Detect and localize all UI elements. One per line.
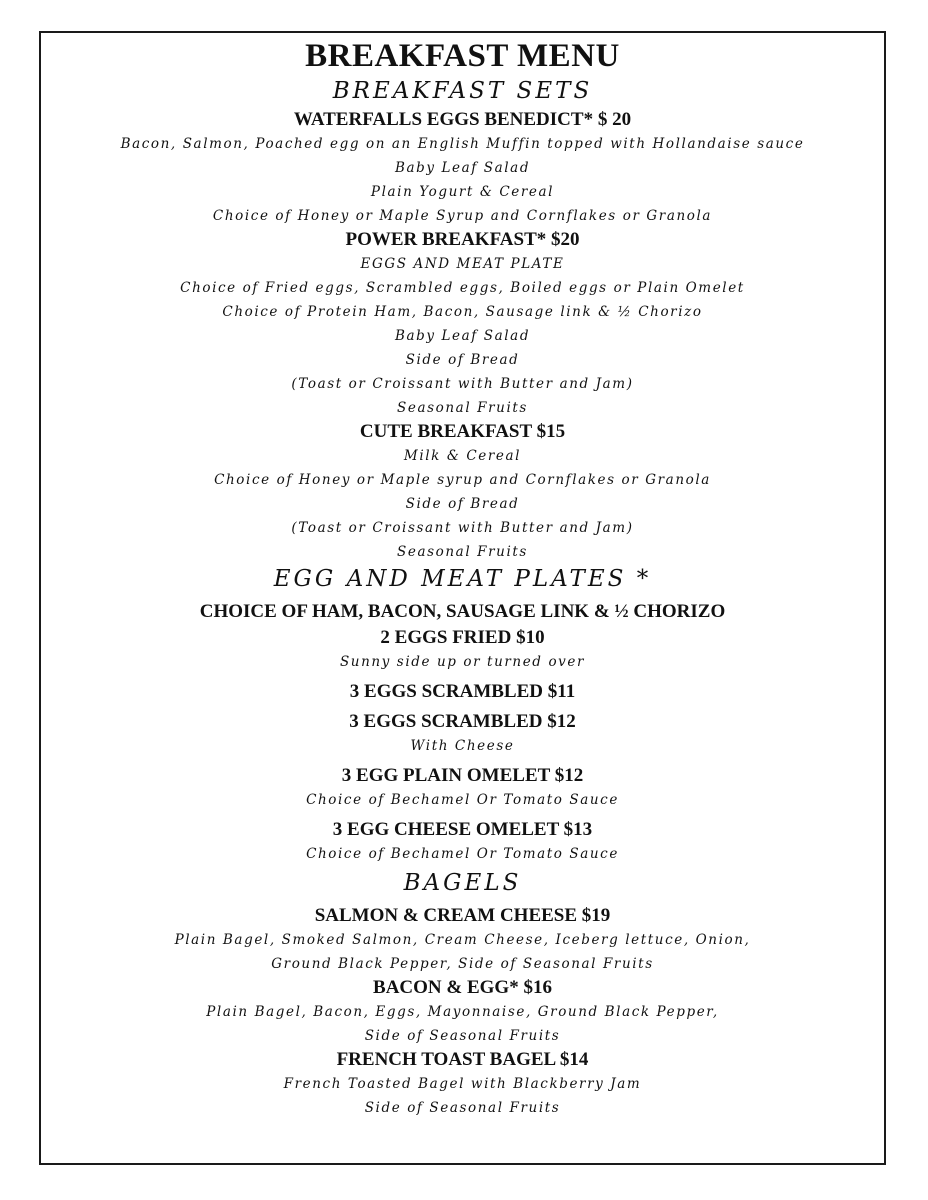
item-description: French Toasted Bagel with Blackberry Jam	[283, 1076, 642, 1092]
item-description: Plain Bagel, Bacon, Eggs, Mayonnaise, Ground Black Pepper,	[206, 1004, 719, 1020]
menu-item-waterfalls-eggs-benedict: WATERFALLS EGGS BENEDICT* $ 20	[293, 109, 632, 130]
menu-item-bacon-egg: BACON & EGG* $16	[373, 977, 552, 998]
item-description: Baby Leaf Salad	[394, 160, 531, 176]
menu-item-power-breakfast: POWER BREAKFAST* $20	[345, 229, 580, 250]
menu-content	[41, 33, 884, 1120]
item-description: Seasonal Fruits	[397, 400, 528, 416]
item-description: Side of Seasonal Fruits	[364, 1028, 561, 1044]
menu-item-salmon-cream-cheese: SALMON & CREAM CHEESE $19	[314, 905, 611, 926]
item-description: Milk & Cereal	[403, 448, 522, 464]
section-subheading-protein-choice: CHOICE OF HAM, BACON, SAUSAGE LINK & ½ CHORIZO	[199, 601, 726, 622]
item-description: Plain Yogurt & Cereal	[370, 184, 555, 200]
menu-item-french-toast-bagel: FRENCH TOAST BAGEL $14	[336, 1049, 589, 1070]
item-description: Choice of Fried eggs, Scrambled eggs, Boiled eggs or Plain Omelet	[180, 280, 745, 296]
item-description: Bacon, Salmon, Poached egg on an English Muffin topped with Hollandaise sauce	[120, 136, 805, 152]
item-description: Choice of Protein Ham, Bacon, Sausage link & ½ Chorizo	[222, 304, 703, 320]
item-description: Sunny side up or turned over	[339, 654, 586, 670]
item-description: (Toast or Croissant with Butter and Jam)	[291, 520, 634, 536]
menu-title: BREAKFAST MENU	[305, 38, 620, 74]
item-description: Side of Bread	[405, 496, 520, 512]
item-description: EGGS AND MEAT PLATE	[360, 256, 565, 272]
section-heading-egg-and-meat-plates: EGG AND MEAT PLATES *	[273, 566, 652, 592]
item-description: Ground Black Pepper, Side of Seasonal Fruits	[271, 956, 654, 972]
item-description: Seasonal Fruits	[397, 544, 528, 560]
menu-frame	[39, 31, 886, 1165]
item-description: Choice of Bechamel Or Tomato Sauce	[306, 792, 619, 808]
item-description: Choice of Honey or Maple syrup and Cornflakes or Granola	[214, 472, 711, 488]
menu-item-3-egg-cheese-omelet: 3 EGG CHEESE OMELET $13	[332, 819, 593, 840]
item-description: Choice of Honey or Maple Syrup and Cornflakes or Granola	[212, 208, 713, 224]
item-description: Side of Bread	[405, 352, 520, 368]
menu-item-3-eggs-scrambled: 3 EGGS SCRAMBLED $11	[349, 681, 576, 702]
item-description: Baby Leaf Salad	[394, 328, 531, 344]
menu-item-3-eggs-scrambled-cheese: 3 EGGS SCRAMBLED $12	[349, 711, 576, 732]
item-description: (Toast or Croissant with Butter and Jam)	[291, 376, 634, 392]
item-description: With Cheese	[410, 738, 515, 754]
item-description: Side of Seasonal Fruits	[364, 1100, 561, 1116]
section-heading-breakfast-sets: BREAKFAST SETS	[332, 78, 593, 104]
section-heading-bagels: BAGELS	[403, 870, 522, 896]
item-description: Choice of Bechamel Or Tomato Sauce	[306, 846, 619, 862]
menu-item-2-eggs-fried: 2 EGGS FRIED $10	[380, 627, 545, 648]
menu-item-3-egg-plain-omelet: 3 EGG PLAIN OMELET $12	[341, 765, 584, 786]
menu-item-cute-breakfast: CUTE BREAKFAST $15	[359, 421, 566, 442]
item-description: Plain Bagel, Smoked Salmon, Cream Cheese, Iceberg lettuce, Onion,	[174, 932, 751, 948]
